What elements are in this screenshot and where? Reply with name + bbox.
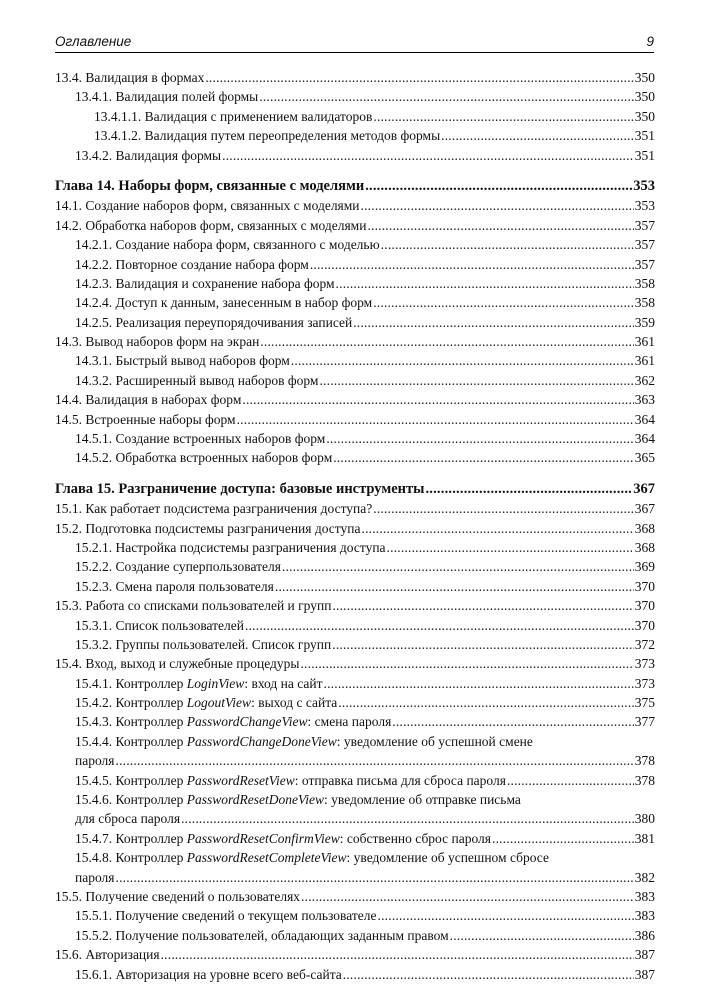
toc-entry[interactable] xyxy=(55,293,655,312)
table-of-contents xyxy=(55,68,655,984)
toc-entry[interactable] xyxy=(55,965,655,984)
toc-entry[interactable] xyxy=(55,216,655,235)
toc-entry[interactable] xyxy=(55,538,655,557)
entry-title: 15.5.2. Получение пользователей, обладающих заданным правом xyxy=(75,927,449,943)
entry-title-prefix: 15.4.3. Контроллер xyxy=(75,714,187,730)
entry-title xyxy=(75,771,506,790)
entry-title: 14.4. Валидация в наборах форм xyxy=(55,392,242,408)
entry-page-number: 364 xyxy=(634,411,655,427)
entry-title: 14.2. Обработка наборов форм, связанных с моделями xyxy=(55,217,367,233)
toc-entry[interactable] xyxy=(55,351,655,370)
entry-title: Глава 15. Разграничение доступа: базовые инструменты xyxy=(55,480,425,497)
dot-leader xyxy=(507,771,634,790)
toc-entry[interactable] xyxy=(55,693,655,712)
entry-page-number: 382 xyxy=(634,869,655,885)
entry-page-number: 358 xyxy=(634,295,655,311)
dot-leader xyxy=(300,654,633,673)
dot-leader xyxy=(260,332,633,351)
entry-page-number: 365 xyxy=(634,450,655,466)
toc-entry[interactable] xyxy=(55,926,655,945)
dot-leader xyxy=(275,577,634,596)
entry-page-number: 373 xyxy=(634,656,655,672)
entry-title-italic: LoginView xyxy=(186,675,245,691)
entry-page-number: 361 xyxy=(634,334,655,350)
entry-title: 14.3.2. Расширенный вывод наборов форм xyxy=(75,372,319,388)
entry-title: 14.2.3. Валидация и сохранение набора форм xyxy=(75,275,335,291)
entry-title: Глава 14. Наборы форм, связанные с моделями xyxy=(55,177,365,194)
entry-page-number: 387 xyxy=(634,947,655,963)
toc-entry[interactable] xyxy=(55,332,655,351)
entry-page-number: 368 xyxy=(634,520,655,536)
dot-leader xyxy=(336,274,634,293)
entry-page-number: 367 xyxy=(634,501,655,517)
entry-title: 15.3. Работа со списками пользователей и групп xyxy=(55,598,332,614)
entry-page-number: 373 xyxy=(634,675,655,691)
running-title: Оглавление xyxy=(55,34,132,49)
entry-title-prefix: 15.4.7. Контроллер xyxy=(75,830,187,846)
entry-page-number: 353 xyxy=(633,177,655,194)
toc-entry[interactable] xyxy=(55,410,655,429)
toc-entry[interactable] xyxy=(55,829,655,848)
entry-title: 15.2.1. Настройка подсистемы разграничения доступа xyxy=(75,539,386,555)
toc-entry[interactable] xyxy=(55,255,655,274)
entry-page-number: 380 xyxy=(634,811,655,827)
dot-leader xyxy=(333,448,634,467)
dot-leader xyxy=(367,216,633,235)
toc-entry[interactable] xyxy=(55,790,655,829)
entry-page-number: 372 xyxy=(634,636,655,652)
entry-title: 13.4.2. Валидация формы xyxy=(75,147,222,163)
entry-title-continuation: пароля xyxy=(75,869,115,885)
page-number: 9 xyxy=(646,34,654,49)
entry-title: 14.2.5. Реализация переупорядочивания записей xyxy=(75,314,353,330)
toc-entry[interactable] xyxy=(55,557,655,576)
toc-entry[interactable] xyxy=(55,371,655,390)
toc-entry[interactable] xyxy=(55,713,655,732)
dot-leader xyxy=(373,107,633,126)
entry-title: 14.5. Встроенные наборы форм xyxy=(55,411,236,427)
dot-leader xyxy=(373,293,634,312)
dot-leader xyxy=(392,712,633,731)
entry-page-number: 351 xyxy=(634,128,655,144)
toc-entry[interactable] xyxy=(55,68,655,87)
entry-title-continuation: для сброса пароля xyxy=(75,811,181,827)
toc-chapter-entry[interactable] xyxy=(55,177,655,196)
entry-title-suffix: : уведомление об отправке письма xyxy=(324,792,521,808)
entry-page-number: 359 xyxy=(634,314,655,330)
dot-leader xyxy=(492,829,634,848)
entry-page-number: 370 xyxy=(634,617,655,633)
entry-title-prefix: 15.4.2. Контроллер xyxy=(75,695,187,711)
dot-leader xyxy=(373,499,634,518)
entry-title: 15.4. Вход, выход и служебные процедуры xyxy=(55,656,300,672)
entry-title: 15.2.2. Создание суперпользователя xyxy=(75,559,281,575)
dot-leader xyxy=(116,751,634,770)
entry-title xyxy=(75,732,655,751)
entry-title: 13.4.1.1. Валидация с применением валидаторов xyxy=(94,108,373,124)
toc-entry[interactable] xyxy=(55,126,655,145)
dot-leader xyxy=(319,371,633,390)
toc-entry[interactable] xyxy=(55,146,655,165)
dot-leader xyxy=(326,429,633,448)
dot-leader xyxy=(205,68,633,87)
entry-title-prefix: 15.4.4. Контроллер xyxy=(75,733,187,749)
entry-page-number: 370 xyxy=(634,578,655,594)
entry-page-number: 377 xyxy=(634,714,655,730)
dot-leader xyxy=(222,146,634,165)
toc-entry[interactable] xyxy=(55,906,655,925)
entry-title: 14.2.4. Доступ к данным, занесенным в набор форм xyxy=(75,295,373,311)
toc-entry[interactable] xyxy=(55,848,655,887)
dot-leader xyxy=(116,868,634,887)
entry-title-suffix: : уведомление об успешном сбросе xyxy=(346,850,549,866)
toc-entry[interactable] xyxy=(55,616,655,635)
toc-entry[interactable] xyxy=(55,577,655,596)
entry-title xyxy=(75,848,655,867)
entry-page-number: 383 xyxy=(634,889,655,904)
entry-title: 14.2.1. Создание набора форм, связанного с моделью xyxy=(75,237,380,253)
toc-entry[interactable] xyxy=(55,674,655,693)
entry-title-italic: PasswordChangeDoneView xyxy=(186,733,337,749)
entry-title: 14.3.1. Быстрый вывод наборов форм xyxy=(75,353,290,369)
entry-page-number: 357 xyxy=(634,237,655,253)
entry-page-number: 364 xyxy=(634,431,655,447)
toc-entry[interactable] xyxy=(55,887,655,906)
entry-page-number: 375 xyxy=(634,695,655,711)
entry-page-number: 368 xyxy=(634,539,655,555)
entry-page-number: 351 xyxy=(634,147,655,163)
dot-leader xyxy=(332,635,634,654)
entry-page-number: 381 xyxy=(634,830,655,846)
toc-entry[interactable] xyxy=(55,390,655,409)
dot-leader xyxy=(365,177,632,196)
dot-leader xyxy=(324,674,634,693)
dot-leader xyxy=(259,87,633,106)
dot-leader xyxy=(361,196,634,215)
entry-page-number: 367 xyxy=(633,480,655,497)
entry-page-number: 362 xyxy=(634,372,655,388)
toc-entry[interactable] xyxy=(55,313,655,332)
entry-title xyxy=(75,829,491,848)
entry-page-number: 357 xyxy=(634,217,655,233)
entry-title: 15.1. Как работает подсистема разграничения доступа? xyxy=(55,501,373,517)
entry-title-italic: PasswordChangeView xyxy=(186,714,308,730)
entry-continuation-line xyxy=(75,809,655,828)
entry-title: 15.5.1. Получение сведений о текущем пользователе xyxy=(75,908,377,924)
dot-leader xyxy=(425,480,632,499)
entry-title: 15.2. Подготовка подсистемы разграничения доступа xyxy=(55,520,361,536)
entry-title-suffix: : смена пароля xyxy=(307,714,392,730)
entry-title-suffix: : вход на сайт xyxy=(244,675,323,691)
toc-entry[interactable] xyxy=(55,87,655,106)
entry-page-number: 369 xyxy=(634,559,655,575)
entry-title xyxy=(75,693,337,712)
entry-title: 15.2.3. Смена пароля пользователя xyxy=(75,578,274,594)
entry-page-number: 361 xyxy=(634,353,655,369)
toc-entry[interactable] xyxy=(55,945,655,964)
dot-leader xyxy=(450,926,634,945)
dot-leader xyxy=(237,410,634,429)
dot-leader xyxy=(353,313,634,332)
dot-leader xyxy=(245,616,634,635)
entry-page-number: 353 xyxy=(634,198,655,214)
dot-leader xyxy=(387,538,634,557)
entry-page-number: 358 xyxy=(634,275,655,291)
page-header xyxy=(55,34,654,53)
entry-title: 15.6.1. Авторизация на уровне всего веб-сайта xyxy=(75,966,342,982)
entry-continuation-line xyxy=(75,868,655,887)
entry-title-prefix: 15.4.8. Контроллер xyxy=(75,850,187,866)
toc-entry[interactable] xyxy=(55,499,655,518)
entry-title: 15.3.2. Группы пользователей. Список групп xyxy=(75,636,332,652)
toc-entry[interactable] xyxy=(55,196,655,215)
entry-page-number: 370 xyxy=(634,598,655,614)
entry-title: 13.4. Валидация в формах xyxy=(55,69,205,85)
entry-title: 13.4.1.2. Валидация путем переопределения методов формы xyxy=(94,128,441,144)
entry-page-number: 350 xyxy=(634,89,655,105)
toc-entry[interactable] xyxy=(55,732,655,771)
entry-title: 14.3. Вывод наборов форм на экран xyxy=(55,334,260,350)
entry-title: 13.4.1. Валидация полей формы xyxy=(75,89,259,105)
dot-leader xyxy=(343,965,634,984)
toc-entry[interactable] xyxy=(55,235,655,254)
toc-entry[interactable] xyxy=(55,654,655,673)
entry-title: 14.1. Создание наборов форм, связанных с моделями xyxy=(55,198,360,214)
toc-entry[interactable] xyxy=(55,635,655,654)
entry-title xyxy=(75,790,655,809)
dot-leader xyxy=(301,887,634,906)
dot-leader xyxy=(161,945,634,964)
entry-continuation-line xyxy=(75,751,655,770)
entry-title-italic: PasswordResetCompleteView xyxy=(186,850,347,866)
entry-title: 14.5.2. Обработка встроенных наборов форм xyxy=(75,450,333,466)
toc-chapter-entry[interactable] xyxy=(55,480,655,499)
entry-page-number: 357 xyxy=(634,256,655,272)
entry-page-number: 350 xyxy=(634,69,655,85)
dot-leader xyxy=(242,390,633,409)
entry-title-suffix: : уведомление об успешной смене xyxy=(336,733,533,749)
dot-leader xyxy=(378,906,634,925)
entry-page-number: 378 xyxy=(634,753,655,769)
entry-page-number: 386 xyxy=(634,927,655,943)
entry-title-prefix: 15.4.1. Контроллер xyxy=(75,675,187,691)
toc-entry[interactable] xyxy=(55,519,655,538)
entry-title-italic: PasswordResetView xyxy=(186,772,295,788)
entry-title-suffix: : выход с сайта xyxy=(251,695,338,711)
entry-title: 15.3.1. Список пользователей xyxy=(75,617,245,633)
entry-title xyxy=(75,674,323,693)
entry-title-italic: LogoutView xyxy=(186,695,252,711)
dot-leader xyxy=(332,596,633,615)
entry-title: 14.2.2. Повторное создание набора форм xyxy=(75,256,309,272)
dot-leader xyxy=(338,693,633,712)
entry-title-italic: PasswordResetConfirmView xyxy=(186,830,340,846)
entry-page-number: 363 xyxy=(634,392,655,408)
dot-leader xyxy=(362,519,634,538)
dot-leader xyxy=(282,557,634,576)
entry-title: 14.5.1. Создание встроенных наборов форм xyxy=(75,431,326,447)
dot-leader xyxy=(291,351,634,370)
entry-title-suffix: : отправка письма для сброса пароля xyxy=(294,772,506,788)
dot-leader xyxy=(441,126,634,145)
toc-entry[interactable] xyxy=(55,448,655,467)
entry-title-italic: PasswordResetDoneView xyxy=(186,792,325,808)
dot-leader xyxy=(310,255,634,274)
toc-entry[interactable] xyxy=(55,596,655,615)
entry-title-prefix: 15.4.6. Контроллер xyxy=(75,792,187,808)
entry-title-prefix: 15.4.5. Контроллер xyxy=(75,772,187,788)
dot-leader xyxy=(181,809,634,828)
dot-leader xyxy=(381,235,634,254)
toc-entry[interactable] xyxy=(55,274,655,293)
toc-entry[interactable] xyxy=(55,771,655,790)
entry-title-continuation: пароля xyxy=(75,753,115,769)
entry-page-number: 350 xyxy=(634,108,655,124)
entry-title: 15.5. Получение сведений о пользователях xyxy=(55,889,301,904)
toc-entry[interactable] xyxy=(55,429,655,448)
entry-page-number: 378 xyxy=(634,772,655,788)
entry-title: 15.6. Авторизация xyxy=(55,947,160,963)
entry-page-number: 387 xyxy=(634,966,655,982)
entry-page-number: 383 xyxy=(634,908,655,924)
toc-entry[interactable] xyxy=(55,107,655,126)
entry-title-suffix: : собственно сброс пароля xyxy=(339,830,491,846)
entry-title xyxy=(75,712,391,731)
